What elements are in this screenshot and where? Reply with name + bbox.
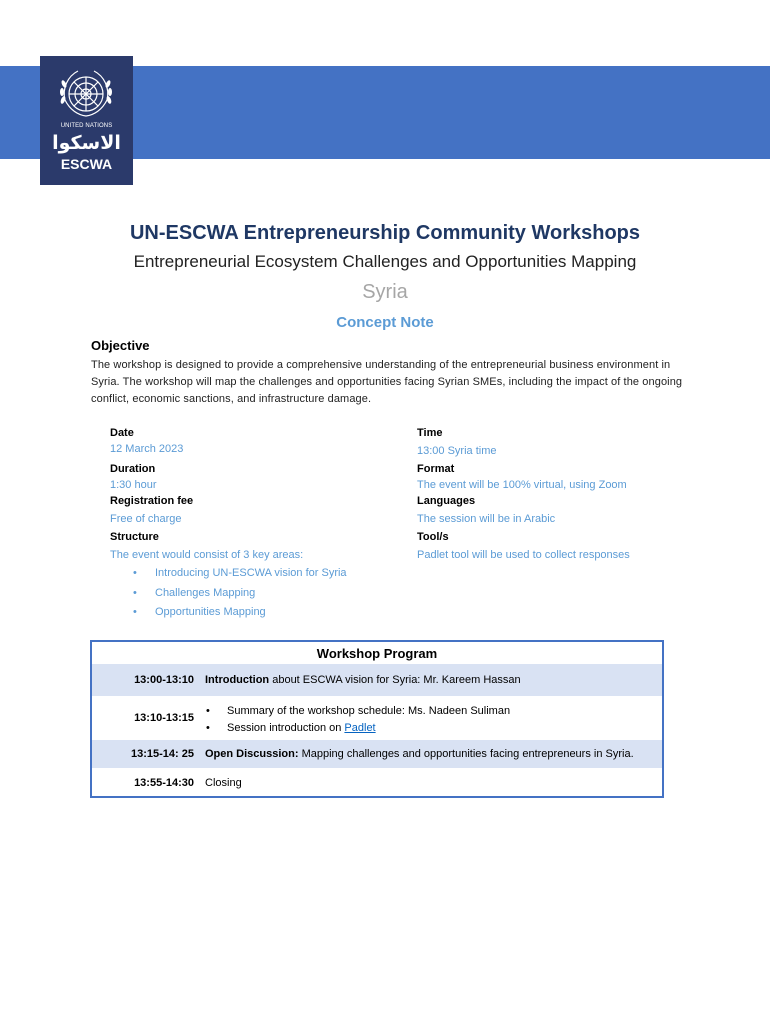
time-value: 13:00 Syria time bbox=[417, 445, 497, 457]
padlet-link[interactable]: Padlet bbox=[344, 722, 376, 734]
logo-arabic-name: الاسكوا bbox=[52, 132, 121, 154]
table-row bbox=[92, 696, 662, 740]
structure-value: The event would consist of 3 key areas: bbox=[110, 549, 304, 561]
escwa-logo bbox=[40, 56, 133, 185]
languages-value: The session will be in Arabic bbox=[417, 513, 556, 525]
row-time: 13:55-14:30 bbox=[134, 777, 194, 789]
table-row bbox=[92, 664, 662, 696]
row-list-item: • Session introduction on Padlet bbox=[227, 722, 376, 734]
logo-name: ESCWA bbox=[60, 156, 113, 172]
document-title: UN-ESCWA Entrepreneurship Community Workshops bbox=[129, 222, 641, 244]
un-emblem-icon bbox=[56, 64, 116, 124]
duration-label: Duration bbox=[110, 463, 156, 475]
document-subtitle: Entrepreneurial Ecosystem Challenges and Opportunities Mapping bbox=[133, 252, 637, 271]
date-value: 12 March 2023 bbox=[110, 443, 184, 455]
time-label: Time bbox=[417, 427, 443, 439]
objective-text: The workshop is designed to provide a comprehensive understanding of the entrepreneurial business environment in Syria. The workshop will map the challenges and opportunities facing Syrian SMEs, including the impact of the ongoing conflict, economic sanctions, and infrastructure damage. bbox=[91, 359, 683, 405]
row-description: Open Discussion: Mapping challenges and opportunities facing entrepreneurs in Syria. bbox=[205, 748, 634, 760]
tools-label: Tool/s bbox=[417, 531, 449, 543]
fee-value: Free of charge bbox=[110, 513, 182, 525]
format-value: The event will be 100% virtual, using Zoom bbox=[417, 479, 627, 491]
row-description: Introduction about ESCWA vision for Syria: Mr. Kareem Hassan bbox=[205, 674, 521, 686]
duration-value: 1:30 hour bbox=[110, 479, 157, 491]
logo-org-name: UNITED NATIONS bbox=[60, 123, 113, 129]
row-description: Closing bbox=[205, 777, 242, 789]
row-list-item: • Summary of the workshop schedule: Ms. Nadeen Suliman bbox=[227, 705, 510, 717]
date-label: Date bbox=[110, 427, 134, 439]
row-time: 13:15-14: 25 bbox=[131, 748, 194, 760]
row-time: 13:10-13:15 bbox=[134, 712, 194, 724]
tools-value: Padlet tool will be used to collect responses bbox=[417, 549, 630, 561]
table-row bbox=[92, 740, 662, 768]
fee-label: Registration fee bbox=[110, 495, 194, 507]
table-row bbox=[92, 768, 662, 796]
country-name: Syria bbox=[362, 281, 408, 303]
row-time: 13:00-13:10 bbox=[134, 674, 194, 686]
document-type: Concept Note bbox=[336, 314, 434, 331]
languages-label: Languages bbox=[417, 495, 476, 507]
format-label: Format bbox=[417, 463, 455, 475]
program-heading: Workshop Program bbox=[316, 646, 438, 661]
workshop-program-table bbox=[90, 640, 664, 798]
structure-label: Structure bbox=[110, 531, 159, 543]
objective-heading: Objective bbox=[91, 338, 150, 353]
